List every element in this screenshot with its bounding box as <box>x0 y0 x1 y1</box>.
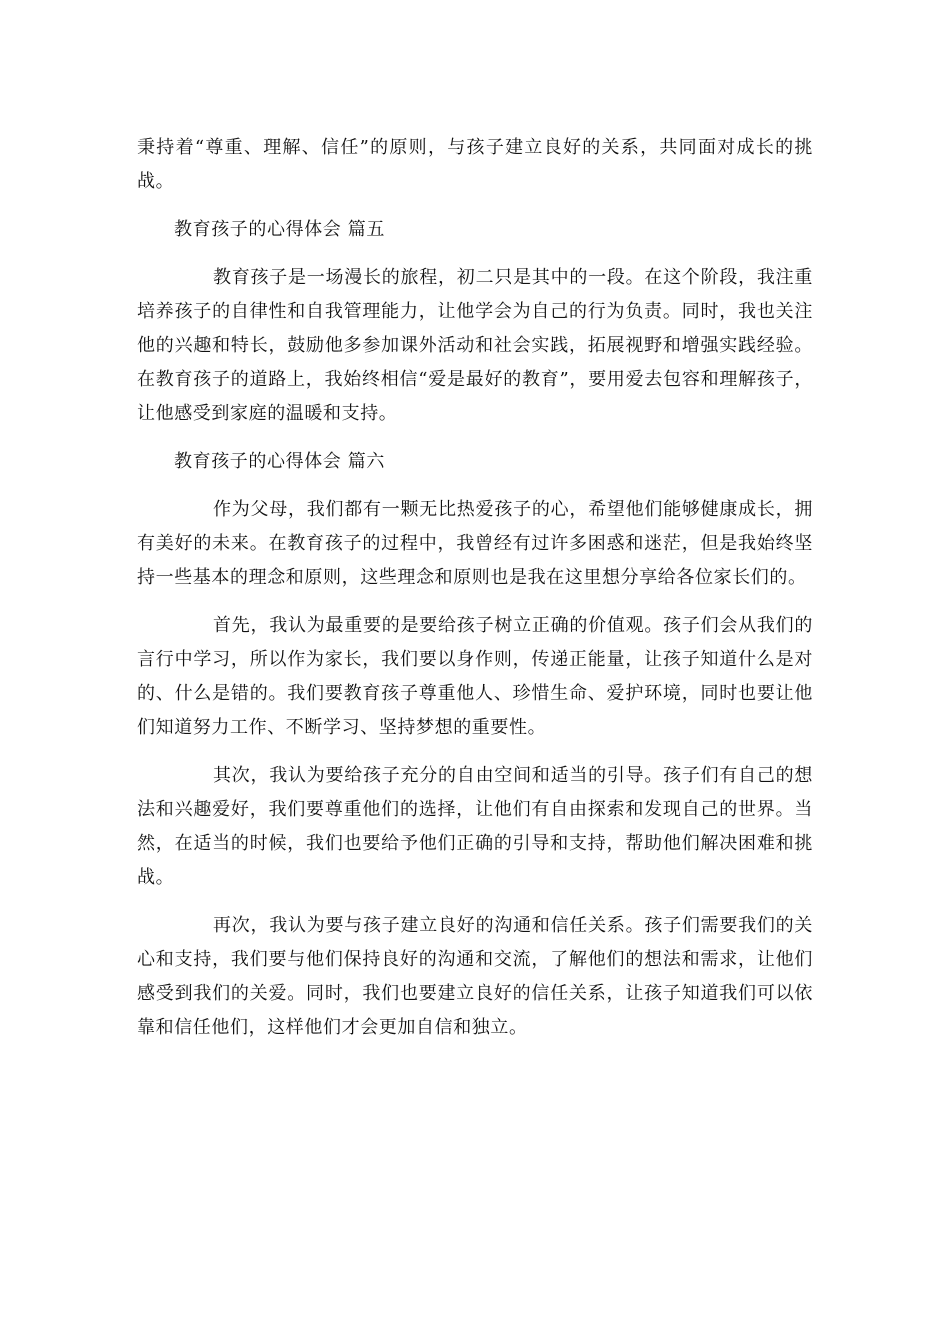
paragraph-six-intro: 作为父母，我们都有一颗无比热爱孩子的心，希望他们能够健康成长，拥有美好的未来。在教育孩子的过程中，我曾经有过许多困惑和迷茫，但是我始终坚持一些基本的理念和原则，这些理念和原则也是我在这里想分享给各位家长们的。 <box>137 499 813 588</box>
paragraph-six-second: 其次，我认为要给孩子充分的自由空间和适当的引导。孩子们有自己的想法和兴趣爱好，我们要尊重他们的选择，让他们有自由探索和发现自己的世界。当然，在适当的时候，我们也要给予他们正确的引导和支持，帮助他们解决困难和挑战。 <box>137 765 813 888</box>
paragraph-section-five: 教育孩子是一场漫长的旅程，初二只是其中的一段。在这个阶段，我注重培养孩子的自律性和自我管理能力，让他学会为自己的行为负责。同时，我也关注他的兴趣和特长，鼓励他多参加课外活动和社会实践，拓展视野和增强实践经验。在教育孩子的道路上，我始终相信“爱是最好的教育”，要用爱去包容和理解孩子，让他感受到家庭的温暖和支持。 <box>137 267 813 424</box>
paragraph-six-first: 首先，我认为最重要的是要给孩子树立正确的价值观。孩子们会从我们的言行中学习，所以作为家长，我们要以身作则，传递正能量，让孩子知道什么是对的、什么是错的。我们要教育孩子尊重他人、珍惜生命、爱护环境，同时也要让他们知道努力工作、不断学习、坚持梦想的重要性。 <box>137 615 813 738</box>
paragraph-six-third: 再次，我认为要与孩子建立良好的沟通和信任关系。孩子们需要我们的关心和支持，我们要与他们保持良好的沟通和交流，了解他们的想法和需求，让他们感受到我们的关爱。同时，我们也要建立良好的信任关系，让孩子知道我们可以依靠和信任他们，这样他们才会更加自信和独立。 <box>137 915 813 1038</box>
section-heading-six: 教育孩子的心得体会 篇六 <box>174 451 385 472</box>
document-body <box>137 131 813 1045</box>
paragraph-continuation: 秉持着“尊重、理解、信任”的原则，与孩子建立良好的关系，共同面对成长的挑战。 <box>137 137 813 192</box>
section-heading-five: 教育孩子的心得体会 篇五 <box>174 219 385 240</box>
